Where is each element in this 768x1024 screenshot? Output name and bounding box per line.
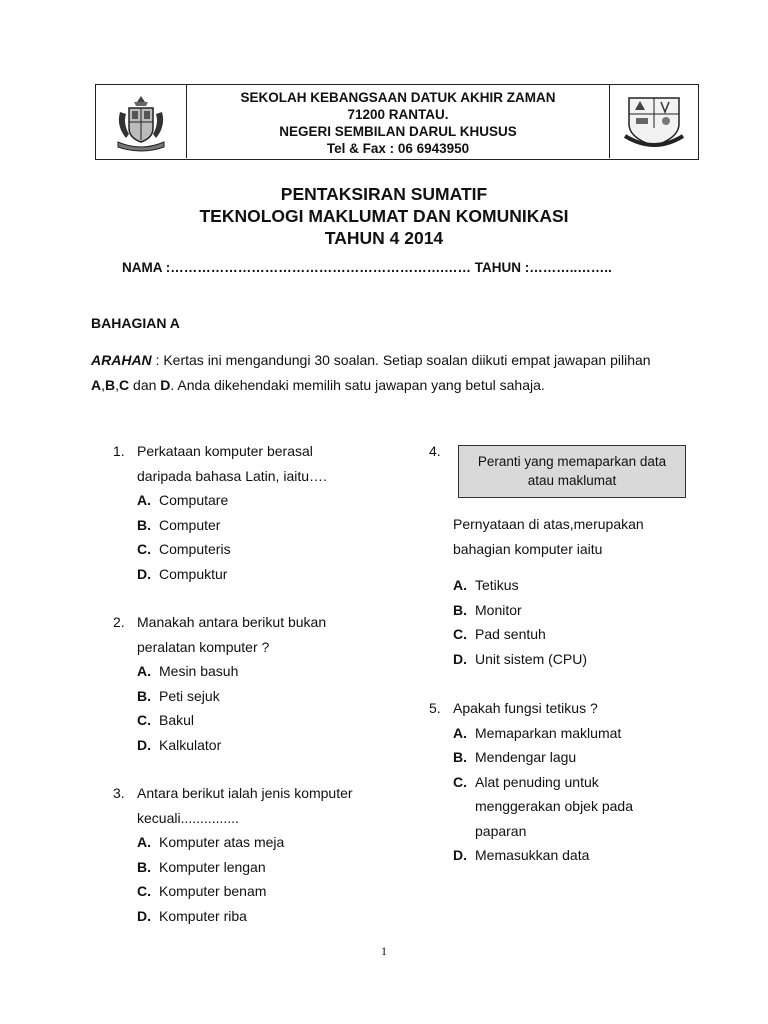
option-text: Bakul	[159, 712, 195, 728]
question-text: Antara berikut ialah jenis komputer	[137, 785, 353, 801]
question-text: Apakah fungsi tetikus ?	[453, 700, 598, 716]
option-letter: D.	[137, 565, 151, 582]
option-letter: A.	[453, 577, 467, 593]
option-letter: C.	[137, 883, 151, 899]
question-text: bahagian komputer iaitu	[453, 540, 603, 557]
option-letter-d: D	[160, 377, 171, 393]
answer-option	[137, 488, 393, 513]
option-text: menggerakan objek pada	[475, 798, 634, 814]
question-text: kecuali...............	[137, 809, 239, 826]
option-letter: A.	[137, 834, 151, 850]
option-letter: C.	[137, 541, 151, 557]
option-letter: B.	[137, 858, 151, 875]
coat-of-arms-icon	[112, 92, 170, 152]
school-header	[95, 84, 699, 160]
answer-option-continued	[453, 794, 719, 819]
option-letter: C.	[453, 773, 467, 790]
option-text: Unit sistem (CPU)	[475, 650, 588, 667]
exam-subject: TEKNOLOGI MAKLUMAT DAN KOMUNIKASI	[199, 206, 569, 226]
option-text: Komputer riba	[159, 907, 247, 924]
instructions-label: ARAHAN	[91, 352, 152, 368]
option-text: Memaparkan maklumat	[475, 724, 622, 741]
answer-option	[453, 647, 719, 672]
answer-option	[137, 904, 393, 929]
question-number: 1.	[113, 443, 125, 459]
instructions-text: dan	[129, 377, 161, 393]
name-year-field: NAMA :…………………………………………………….…… TAHUN :………..……..	[122, 260, 612, 275]
question-number: 5.	[429, 700, 441, 716]
option-letter: B.	[453, 749, 467, 765]
answer-option	[453, 843, 719, 868]
instructions-text: : Kertas ini mengandungi 30 soalan. Setiap soalan diikuti empat jawapan pilihan	[151, 352, 651, 368]
statement-text: atau maklumat	[527, 473, 617, 488]
question-2	[113, 610, 393, 757]
answer-option	[453, 598, 719, 623]
answer-option-continued	[453, 819, 719, 844]
answer-option	[137, 537, 393, 562]
option-letter-c: C	[119, 377, 130, 393]
option-text: Tetikus	[475, 577, 519, 593]
question-text: peralatan komputer ?	[137, 638, 270, 655]
question-text: Perkataan komputer berasal	[137, 443, 313, 459]
school-logo	[609, 85, 698, 158]
answer-option	[453, 770, 719, 795]
question-text: daripada bahasa Latin, iaitu….	[137, 467, 327, 484]
option-text: Mendengar lagu	[475, 749, 577, 765]
separator: ,	[101, 377, 106, 393]
answer-option	[453, 573, 719, 598]
answer-option	[137, 659, 393, 684]
page-number: 1	[381, 944, 387, 958]
option-letter-a: A	[91, 377, 102, 393]
option-text: Computare	[159, 492, 229, 508]
statement-text: Peranti yang memaparkan data	[477, 454, 667, 469]
option-letter: D.	[453, 650, 467, 667]
section-heading: BAHAGIAN A	[91, 315, 180, 331]
school-info	[186, 89, 610, 157]
option-text: Computer	[159, 516, 221, 533]
option-letter: D.	[137, 736, 151, 753]
answer-option	[453, 745, 719, 770]
question-5	[429, 696, 719, 868]
option-letter: C.	[137, 712, 151, 728]
answer-option	[137, 708, 393, 733]
question-number: 2.	[113, 614, 125, 630]
state-crest-logo	[96, 85, 187, 158]
question-number: 3.	[113, 785, 125, 801]
option-letter: B.	[453, 601, 467, 618]
option-letter: C.	[453, 626, 467, 642]
question-4	[429, 512, 719, 671]
option-letter	[453, 794, 475, 819]
option-text: Pad sentuh	[475, 626, 546, 642]
exam-title: PENTAKSIRAN SUMATIF	[280, 184, 488, 204]
option-text: Komputer benam	[159, 883, 267, 899]
option-letter-b: B	[105, 377, 116, 393]
answer-option	[453, 721, 719, 746]
option-text: Peti sejuk	[159, 687, 220, 704]
option-text: paparan	[475, 822, 527, 839]
school-postcode: 71200 RANTAU.	[347, 107, 449, 122]
question-text: Manakah antara berikut bukan	[137, 614, 327, 630]
question-1	[113, 439, 393, 586]
instructions-text: . Anda dikehendaki memilih satu jawapan yang betul sahaja.	[170, 377, 545, 393]
answer-option	[137, 684, 393, 709]
question-3	[113, 781, 393, 928]
option-letter	[453, 819, 475, 844]
exam-year: TAHUN 4 2014	[324, 228, 444, 248]
question-text: Pernyataan di atas,merupakan	[453, 516, 644, 532]
question-4-statement-box	[458, 445, 686, 498]
school-emblem-icon	[621, 92, 687, 152]
separator: ,	[115, 377, 120, 393]
answer-option	[453, 622, 719, 647]
instructions	[91, 348, 691, 398]
option-text: Komputer atas meja	[159, 834, 285, 850]
answer-option	[137, 830, 393, 855]
option-text: Komputer lengan	[159, 858, 266, 875]
question-number: 4.	[429, 443, 441, 459]
option-letter: A.	[453, 724, 467, 741]
answer-option	[137, 733, 393, 758]
answer-option	[137, 855, 393, 880]
school-phone: Tel & Fax : 06 6943950	[326, 141, 470, 156]
option-text: Mesin basuh	[159, 663, 239, 679]
option-text: Computeris	[159, 541, 231, 557]
option-text: Compuktur	[159, 565, 228, 582]
option-text: Memasukkan data	[475, 847, 590, 863]
option-text: Alat penuding untuk	[475, 773, 599, 790]
answer-option	[137, 562, 393, 587]
option-letter: B.	[137, 516, 151, 533]
option-letter: B.	[137, 687, 151, 704]
option-letter: A.	[137, 663, 151, 679]
answer-option	[137, 513, 393, 538]
school-name: SEKOLAH KEBANGSAAN DATUK AKHIR ZAMAN	[240, 90, 556, 105]
option-letter: D.	[453, 847, 467, 863]
option-letter: A.	[137, 492, 151, 508]
option-letter: D.	[137, 907, 151, 924]
option-text: Monitor	[475, 601, 522, 618]
answer-option	[137, 879, 393, 904]
option-text: Kalkulator	[159, 736, 222, 753]
school-state: NEGERI SEMBILAN DARUL KHUSUS	[279, 124, 517, 139]
